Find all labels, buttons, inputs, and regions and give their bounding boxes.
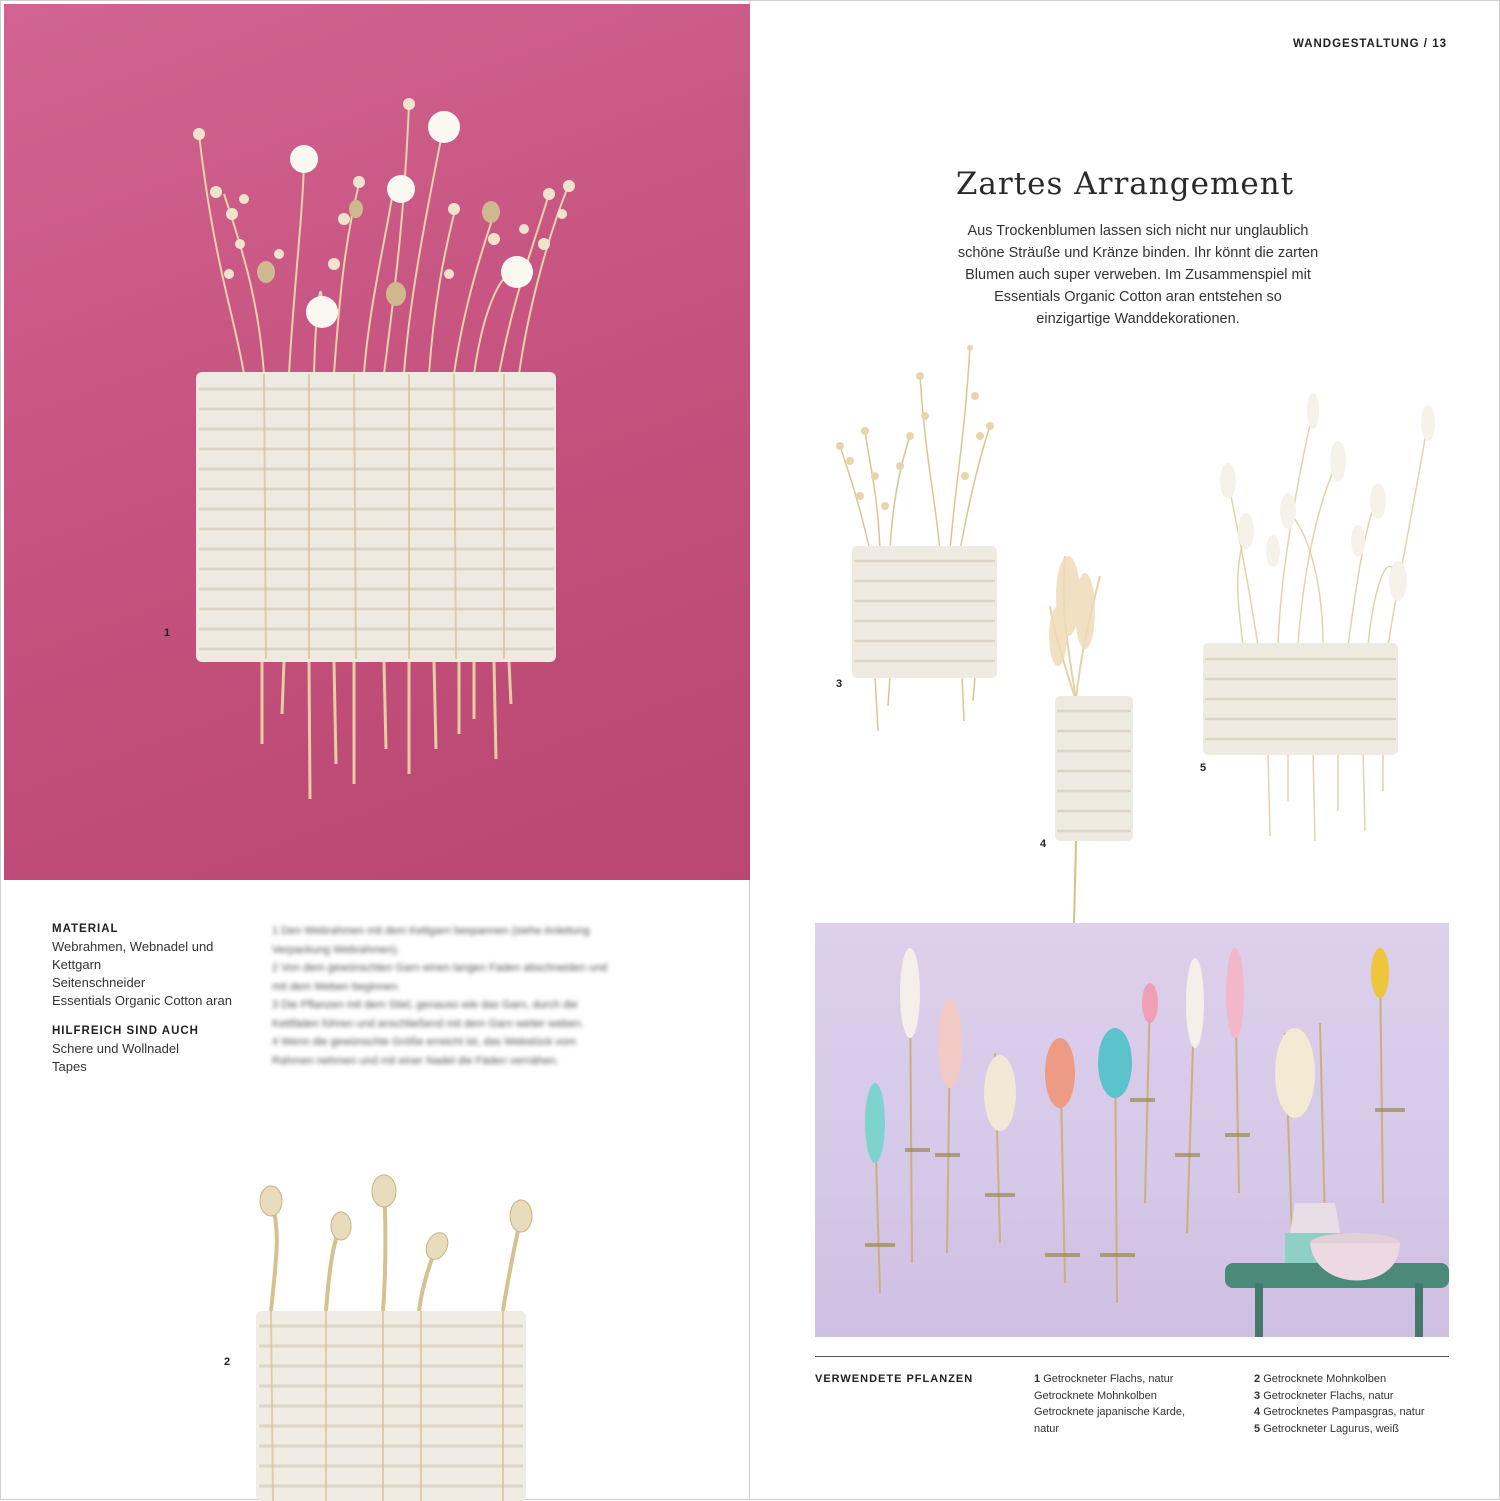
plant-item: Getrocknete japanische Karde, — [1034, 1406, 1186, 1418]
intro-line: Blumen auch super verweben. Im Zusammenspiel mit — [965, 267, 1311, 283]
plants-heading: VERWENDETE PFLANZEN — [815, 1373, 974, 1385]
instructions-blurred — [272, 922, 692, 1070]
intro-line: Aus Trockenblumen lassen sich nicht nur unglaublich — [967, 223, 1309, 239]
poppy-weaving-illustration — [241, 1161, 551, 1501]
intro-line: schöne Sträuße und Kränze binden. Ihr könnt die zarten — [957, 245, 1319, 261]
pampas-weaving-illustration — [1040, 536, 1150, 926]
helpful-item: Schere und Wollnadel — [52, 1041, 179, 1056]
flax-weaving-illustration — [830, 336, 1010, 736]
photo-weaving-poppy — [241, 1161, 551, 1501]
plant-item: 5 Getrockneter Lagurus, weiß — [1254, 1422, 1399, 1435]
plant-item: 2 Getrocknete Mohnkolben — [1254, 1373, 1387, 1385]
helpful-heading: HILFREICH SIND AUCH — [52, 1025, 199, 1037]
material-item: Webrahmen, Webnadel und — [52, 939, 214, 954]
material-heading: MATERIAL — [52, 923, 119, 935]
photo-weaving-pink — [4, 4, 750, 880]
instruction-line: mit dem Weben beginnen. — [272, 980, 401, 993]
material-item: Essentials Organic Cotton aran — [52, 993, 232, 1008]
plants-list-column-2 — [1254, 1371, 1454, 1437]
figure-number-5: 5 — [1200, 762, 1207, 774]
running-header: WANDGESTALTUNG / 13 — [1292, 38, 1447, 50]
material-item: Seitenschneider — [52, 975, 146, 990]
plant-item: 1 Getrockneter Flachs, natur — [1034, 1373, 1174, 1385]
instruction-line: 4 Wenn die gewünschte Größe erreicht ist, das Webstück vom — [272, 1036, 577, 1048]
photo-weaving-flax — [830, 336, 1010, 736]
pink-weaving-illustration — [4, 4, 750, 880]
material-section — [52, 923, 252, 1076]
photo-lilac-wall — [815, 923, 1449, 1337]
plant-item: 4 Getrocknetes Pampasgras, natur — [1254, 1406, 1425, 1418]
right-page — [750, 0, 1500, 1500]
figure-number-1: 1 — [164, 627, 171, 639]
helpful-item: Tapes — [52, 1059, 87, 1074]
instruction-line: 3 Die Pflanzen mit dem Stiel, genauso wie das Garn, durch die — [272, 999, 578, 1011]
photo-weaving-lagurus — [1198, 381, 1448, 846]
instruction-line: Rahmen nehmen und mit einer Nadel die Fäden vernähen. — [272, 1054, 559, 1067]
plants-divider — [815, 1356, 1449, 1357]
intro-line: Essentials Organic Cotton aran entstehen so — [994, 289, 1282, 305]
plants-list-column-1 — [1034, 1371, 1234, 1437]
plant-item: Getrocknete Mohnkolben — [1034, 1389, 1157, 1402]
figure-number-3: 3 — [836, 678, 843, 690]
material-list — [52, 938, 252, 1010]
article-title: Zartes Arrangement — [955, 166, 1295, 202]
figure-number-2: 2 — [224, 1356, 231, 1368]
instruction-line: 1 Den Webrahmen mit dem Kettgarn bespannen (siehe Anleitung — [272, 925, 590, 937]
helpful-list — [52, 1040, 252, 1076]
material-item: Kettgarn — [52, 957, 102, 972]
left-page — [0, 0, 750, 1500]
intro-line: einzigartige Wanddekorationen. — [1036, 311, 1240, 327]
instruction-line: 2 Von dem gewünschten Garn einen langen Faden abschneiden und — [272, 962, 608, 974]
figure-number-4: 4 — [1040, 838, 1047, 850]
lagurus-weaving-illustration — [1198, 381, 1448, 846]
photo-weaving-pampas — [1040, 536, 1150, 926]
article-intro — [898, 220, 1378, 330]
instruction-line: Kettfäden führen und anschließend mit dem Garn weiter weben. — [272, 1017, 584, 1030]
instruction-line: Verpackung Webrahmen). — [272, 943, 400, 956]
plant-item: 3 Getrockneter Flachs, natur — [1254, 1389, 1394, 1402]
lilac-wall-illustration — [815, 923, 1449, 1337]
plant-item: natur — [1034, 1422, 1060, 1435]
